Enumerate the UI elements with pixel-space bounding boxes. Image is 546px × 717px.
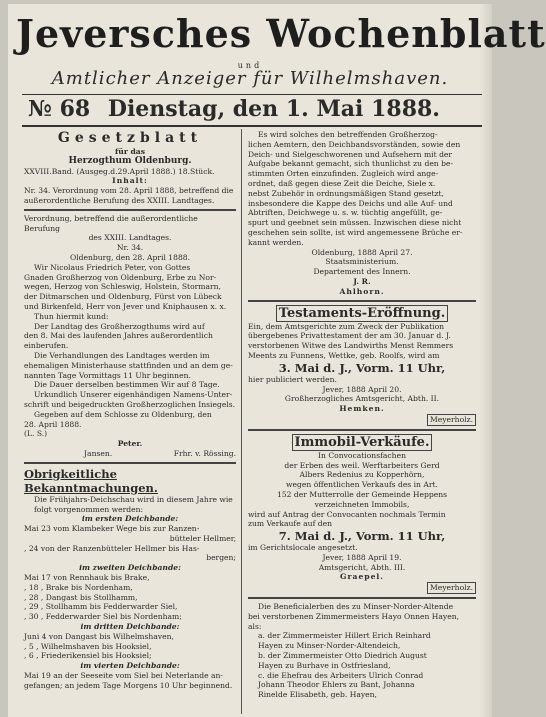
left-column bbox=[24, 130, 236, 691]
gesetzblatt-title: Gesetzblatt bbox=[57, 130, 203, 146]
immobil-body: In Convocationsfachen bbox=[318, 450, 406, 460]
issue-number: № 68 bbox=[28, 96, 91, 122]
countersign-right: Frhr. v. Rössing. bbox=[173, 448, 236, 458]
immobil-body: Albers Redenius zu Kopperhörn, bbox=[299, 470, 425, 480]
notice-line: kannt werden. bbox=[248, 237, 304, 247]
immobil-sign2 bbox=[248, 582, 476, 594]
deich-item: , 18 , Brake bis Nordenham, bbox=[24, 582, 133, 592]
deich-item: Mai 19 an der Seeseite vom Siel bei Neterlande an- bbox=[24, 671, 223, 681]
notice-line: insbesondere die Kappe des Deichs und alle Auf- und bbox=[248, 198, 453, 208]
notice-place: Oldenburg, 1888 April 27. bbox=[311, 247, 413, 257]
notice-ministry: Staatsministerium. bbox=[325, 257, 399, 267]
notice-sign2: Ahlhorn. bbox=[339, 286, 385, 296]
testament-body: verstorbenen Witwe des Landwirths Menst Remmers bbox=[248, 341, 454, 351]
notice-line: spurt und geebnet sein müssen. Inzwischen diese nicht bbox=[248, 218, 462, 228]
bekanntmachungen-title: Obrigkeitliche Bekanntmachungen. bbox=[24, 466, 158, 495]
masthead-subtitle: Amtlicher Anzeiger für Wilhelmshaven. bbox=[51, 68, 449, 89]
immobil-title bbox=[248, 434, 476, 451]
testament-sign: Hemken. bbox=[339, 404, 385, 414]
verordnung-body: Gegeben auf dem Schlosse zu Oldenburg, den bbox=[34, 409, 212, 419]
deichband-1: im ersten Deichbande: bbox=[81, 514, 179, 524]
testament-title-box: Testaments-Eröffnung. bbox=[276, 305, 448, 322]
notice-line: geschehen sein sollte, ist wird angemessene Brüche er- bbox=[248, 227, 463, 237]
immobil-after: im Gerichtslocale angesetzt. bbox=[248, 543, 358, 553]
immobil-body: der Erben des weil. Werftarbeiters Gerd bbox=[284, 460, 440, 470]
deichband-2: im zweiten Deichbande: bbox=[79, 563, 181, 573]
deich-item: gefangen; an jedem Tage Morgens 10 Uhr beginnend. bbox=[24, 680, 233, 690]
immobil-title-box: Immobil-Verkäufe. bbox=[292, 434, 433, 451]
immobil-body: wegen öffentlichen Verkaufs des in Art. bbox=[286, 480, 438, 490]
bekannt-intro: Die Frühjahrs-Deichschau wird in diesem Jahre wie folgt vorgenommen werden: bbox=[34, 494, 233, 514]
notice-line: Es wird solches den betreffenden Großherzog- bbox=[258, 130, 438, 139]
testament-body: Ein, dem Amtsgerichte zum Zweck der Publikation bbox=[248, 321, 445, 331]
benef-intro: als: bbox=[248, 621, 262, 631]
issue-dateline bbox=[28, 96, 482, 122]
notice-dept: Departement des Innern. bbox=[313, 267, 411, 277]
deich-item: , 24 von der Ranzenbütteler Hellmer bis Has- bbox=[24, 543, 200, 553]
verordnung-body: Thun hiermit kund: bbox=[34, 311, 109, 321]
newspaper-page bbox=[8, 4, 546, 717]
testament-sign2-box: Meyerholz. bbox=[427, 414, 476, 426]
immobil-sign2-box: Meyerholz. bbox=[427, 582, 476, 594]
testament-place: Jever, 1888 April 20. bbox=[322, 384, 402, 394]
immobil-body: 152 der Mutterrolle der Gemeinde Heppens bbox=[276, 489, 448, 499]
verordnung-body: den 8. Mai des laufenden Jahres außerordentlich einberufen. bbox=[24, 331, 213, 351]
verordnung-signatures bbox=[24, 449, 236, 459]
testament-after: hier publiciert werden. bbox=[248, 374, 337, 384]
verordnung-seal: (L. S.) bbox=[24, 429, 48, 439]
benef-item: b. der Zimmermeister Otto Diedrich August bbox=[258, 651, 427, 661]
deich-item: , 5 , Wilhelmshaven bis Hooksiel, bbox=[24, 641, 152, 651]
masthead-title: Jeversches Wochenblatt bbox=[16, 11, 546, 56]
deich-item: , 30 , Fedderwarder Siel bis Nordenham; bbox=[24, 612, 182, 622]
testament-date: 3. Mai d. J., Vorm. 11 Uhr, bbox=[278, 360, 446, 375]
benef-intro: Die Beneficialerben des zu Minser-Norder-Altende bbox=[258, 602, 454, 612]
immobil-sign: Graepel. bbox=[340, 572, 384, 582]
notice-line: stimmten Orten einzufinden. Zugleich wird ange- bbox=[248, 169, 439, 179]
verordnung-date: Oldenburg, den 28. April 1888. bbox=[69, 252, 191, 262]
verordnung-body: Der Landtag des Großherzogthums wird auf bbox=[34, 321, 205, 331]
separator bbox=[24, 209, 236, 211]
column-divider bbox=[241, 129, 242, 714]
verordnung-body: Die Dauer derselben bestimmen Wir auf 8 Tage. bbox=[34, 380, 220, 390]
gesetzblatt-inhalt-head: Inhalt: bbox=[112, 176, 148, 186]
immobil-body: zum Verkaufe auf den bbox=[248, 519, 333, 529]
verordnung-signer: Peter. bbox=[117, 439, 143, 449]
verordnung-body: wegen, Herzog von Schleswig, Holstein, Stormarn, bbox=[24, 282, 221, 292]
testament-sign2 bbox=[248, 414, 476, 426]
deich-item: Mai 17 von Rennhauk bis Brake, bbox=[24, 573, 150, 583]
verordnung-body: der Ditmarschen und Oldenburg, Fürst von Lübeck bbox=[24, 292, 222, 302]
deich-item: Juni 4 von Dangast bis Wilhelmshaven, bbox=[24, 631, 174, 641]
notice-line: Abtriften, Deichwege u. s. w. tüchtig angefüllt, ge- bbox=[248, 208, 443, 218]
immobil-court: Amtsgericht, Abth. III. bbox=[318, 562, 406, 572]
deich-item: bergen; bbox=[206, 553, 236, 563]
verordnung-body: Urkundlich Unserer eigenhändigen Namens-Unter- bbox=[34, 390, 233, 400]
separator bbox=[248, 429, 476, 431]
deichband-4: im vierten Deichbande: bbox=[80, 661, 180, 671]
masthead-rule-top bbox=[22, 94, 482, 95]
separator bbox=[24, 462, 236, 464]
immobil-place: Jever, 1888 April 19. bbox=[322, 552, 402, 562]
verordnung-body: 28. April 1888. bbox=[24, 419, 82, 429]
notice-line: Aufgabe bekannt gemacht, sich thunlichst zu den be- bbox=[248, 159, 454, 169]
notice-line: lichen Aemtern, den Deichbandsvorständen, sowie den bbox=[248, 139, 461, 149]
testament-title bbox=[248, 305, 476, 322]
gesetzblatt-volume: XXVIII.Band. (Ausgeg.d.29.April 1888.) 18.Stück. bbox=[24, 166, 215, 176]
verordnung-body: nannten Tage Vormittags 11 Uhr beginnen. bbox=[24, 370, 191, 380]
verordnung-body: Gnaden Großherzog von Oldenburg, Erbe zu Nor- bbox=[24, 272, 217, 282]
separator bbox=[248, 300, 476, 302]
verordnung-line: des XXIII. Landtages. bbox=[88, 233, 172, 243]
benef-item: Johann Theodor Ehlers zu Bant, Johanna bbox=[258, 680, 415, 690]
notice-sign1: J. R. bbox=[353, 276, 371, 286]
benef-item: a. der Zimmermeister Hillert Erich Reinhard bbox=[258, 631, 431, 641]
verordnung-body: ehemaligen Ministerhause stattfinden und an dem ge- bbox=[24, 360, 233, 370]
immobil-body: verzeichneten Immobils, bbox=[314, 499, 410, 509]
benef-intro: bei verstorbenen Zimmermeisters Hayo Onnen Hayen, bbox=[248, 611, 460, 621]
testament-body: Meents zu Funnens, Wettke, geb. Roolfs, wird am bbox=[248, 350, 440, 360]
issue-date: Dienstag, den 1. Mai 1888. bbox=[107, 96, 440, 122]
verordnung-body: schrift und beigedruckten Großherzoglichen Insiegels. bbox=[24, 399, 236, 409]
verordnung-body: und Birkenfeld, Herr von Jever und Kniphausen x. x. bbox=[24, 301, 227, 311]
deichband-3: im dritten Deichbande: bbox=[80, 622, 180, 632]
countersign-left: Jansen. bbox=[84, 448, 113, 458]
immobil-date: 7. Mai d. J., Vorm. 11 Uhr, bbox=[278, 529, 446, 544]
verordnung-body: Die Verhandlungen des Landtages werden im bbox=[34, 350, 210, 360]
right-column bbox=[248, 130, 476, 700]
notice-line: ordnet, daß gegen diese Zeit die Deiche, Siele x. bbox=[248, 178, 436, 188]
benef-item: c. die Ehefrau des Arbeiters Ulrich Conrad bbox=[258, 670, 424, 680]
deich-item: bütteler Hellmer, bbox=[169, 533, 236, 543]
immobil-body: wird auf Antrag der Convocanten nochmals Termin bbox=[248, 509, 446, 519]
verordnung-line: Verordnung, betreffend die außerordentliche Berufung bbox=[24, 213, 198, 233]
testament-body: übergebenes Privattestament der am 30. Januar d. J. bbox=[248, 331, 451, 341]
verordnung-body: Wir Nicolaus Friedrich Peter, von Gottes bbox=[34, 262, 191, 272]
gesetzblatt-inhalt: Nr. 34. Verordnung vom 28. April 1888, betreffend die außerordentliche Berufung des XXIII. Landtages. bbox=[24, 186, 234, 205]
benef-item: Hayen zu Burhave in Ostfriesland, bbox=[258, 660, 391, 670]
gesetzblatt-for: für das bbox=[115, 147, 145, 156]
separator bbox=[248, 597, 476, 599]
benef-item: Hayen zu Minser-Norder-Altendeich, bbox=[258, 641, 401, 651]
notice-line: Deich- und Sielgeschworenen und Aufsehern mit der bbox=[248, 149, 453, 159]
deich-item: , 6 , Friederikensiel bis Hooksiel; bbox=[24, 651, 152, 661]
masthead-rule-bottom bbox=[22, 125, 482, 127]
deich-item: Mai 23 vom Klambeker Wege bis zur Ranzen- bbox=[24, 524, 200, 534]
deich-item: , 29 , Stollhamm bis Fedderwarder Siel, bbox=[24, 602, 178, 612]
masthead-connector: und bbox=[237, 61, 263, 70]
testament-court: Großherzogliches Amtsgericht, Abth. II. bbox=[284, 394, 440, 404]
notice-line: nebst Zubehör in ordnungsmäßigen Stand gesetzt, bbox=[248, 188, 444, 198]
deich-item: , 28 , Dangast bis Stollhamm, bbox=[24, 592, 138, 602]
verordnung-number: Nr. 34. bbox=[116, 243, 144, 253]
benef-item: Rinelde Elisabeth, geb. Hayen, bbox=[258, 690, 377, 700]
gesetzblatt-region: Herzogthum Oldenburg. bbox=[68, 155, 192, 166]
